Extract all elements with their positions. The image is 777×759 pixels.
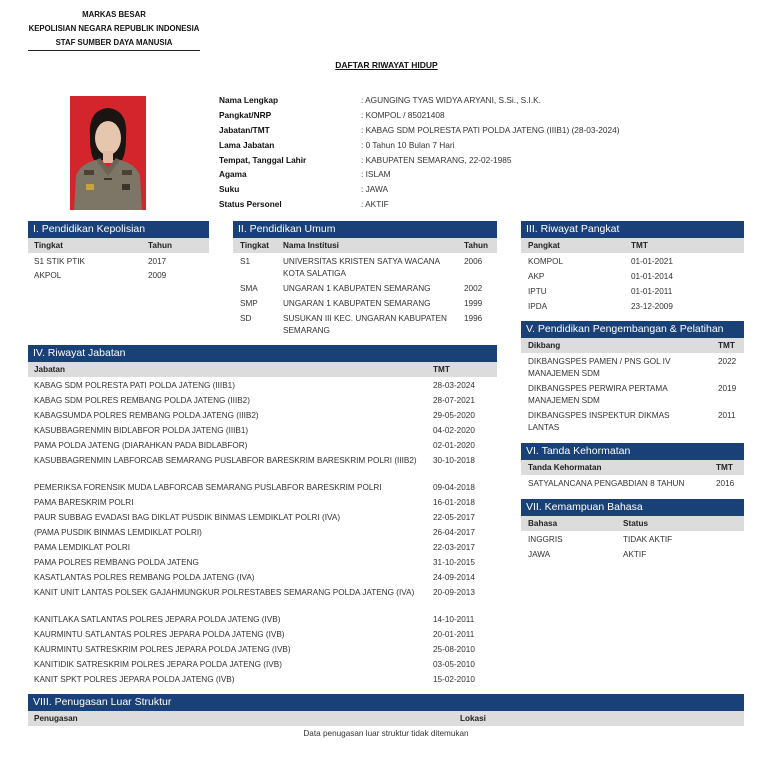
cell-tmt: 03-05-2010 bbox=[433, 660, 475, 669]
section-riwayat-pangkat: III. Riwayat Pangkat bbox=[521, 221, 744, 238]
cell-tmt: 22-05-2017 bbox=[433, 513, 475, 522]
col-tmt: TMT bbox=[631, 241, 648, 250]
cell-tingkat: SD bbox=[240, 314, 252, 323]
bio-label: Nama Lengkap bbox=[219, 95, 279, 105]
section-tanda-kehormatan: VI. Tanda Kehormatan bbox=[521, 443, 744, 460]
table-row bbox=[28, 509, 497, 524]
table-row bbox=[521, 407, 744, 434]
cell-tmt: 2019 bbox=[718, 384, 737, 393]
table-row bbox=[28, 569, 497, 584]
table-row bbox=[521, 268, 744, 283]
cell-nama-institusi: SUSUKAN III KEC. UNGARAN KABUPATEN SEMARANG bbox=[283, 314, 447, 335]
table-row bbox=[28, 479, 497, 494]
cell-tanda-kehormatan: SATYALANCANA PENGABDIAN 8 TAHUN bbox=[528, 479, 685, 488]
header-line-3: STAF SUMBER DAYA MANUSIA bbox=[55, 38, 173, 47]
cell-tmt: 04-02-2020 bbox=[433, 426, 475, 435]
cell-tingkat: AKPOL bbox=[34, 271, 62, 280]
table-row bbox=[28, 437, 497, 452]
cell-tmt: 15-02-2010 bbox=[433, 675, 475, 684]
table-row bbox=[28, 671, 497, 686]
table-row bbox=[521, 546, 744, 561]
cell-bahasa: INGGRIS bbox=[528, 535, 563, 544]
penugasan-empty-message: Data penugasan luar struktur tidak ditemukan bbox=[303, 729, 469, 738]
section-penugasan-luar-struktur: VIII. Penugasan Luar Struktur bbox=[28, 694, 744, 711]
table-row bbox=[521, 283, 744, 298]
cell-tahun: 2006 bbox=[464, 257, 483, 266]
table-row bbox=[233, 310, 497, 337]
cell-tahun: 1996 bbox=[464, 314, 483, 323]
pendidikan-umum-header bbox=[233, 238, 497, 253]
bio-value: : KOMPOL / 85021408 bbox=[361, 110, 445, 120]
bio-value: : JAWA bbox=[361, 184, 389, 194]
table-row bbox=[521, 531, 744, 546]
cell-jabatan: KABAG SDM POLRESTA PATI POLDA JATENG (IIIB1) bbox=[34, 381, 235, 390]
cell-jabatan: PAMA POLRES REMBANG POLDA JATENG bbox=[34, 558, 199, 567]
col-jabatan: Jabatan bbox=[34, 365, 65, 374]
cell-tmt: 01-01-2014 bbox=[631, 272, 673, 281]
cell-tmt: 31-10-2015 bbox=[433, 558, 475, 567]
table-row bbox=[28, 392, 497, 407]
cell-tmt: 14-10-2011 bbox=[433, 615, 475, 624]
table-row bbox=[233, 295, 497, 310]
table-row bbox=[28, 641, 497, 656]
cell-jabatan: KANITLAKA SATLANTAS POLRES JEPARA POLDA JATENG (IVB) bbox=[34, 615, 281, 624]
cell-dikbang: DIKBANGSPES PERWIRA PERTAMA MANAJEMEN SDM bbox=[528, 384, 668, 405]
table-row bbox=[521, 353, 744, 380]
cell-jabatan: KABAGSUMDA POLRES REMBANG POLDA JATENG (IIIB2) bbox=[34, 411, 259, 420]
bio-label: Status Personel bbox=[219, 199, 282, 209]
table-row bbox=[28, 524, 497, 539]
table-row bbox=[521, 253, 744, 268]
penugasan-header bbox=[28, 711, 744, 726]
table-row bbox=[28, 494, 497, 509]
cell-tmt: 28-03-2024 bbox=[433, 381, 475, 390]
cell-jabatan: KAURMINTU SATLANTAS POLRES JEPARA POLDA JATENG (IVB) bbox=[34, 630, 285, 639]
section-riwayat-jabatan: IV. Riwayat Jabatan bbox=[28, 345, 497, 362]
col-pangkat: Pangkat bbox=[528, 241, 560, 250]
cell-tmt: 28-07-2021 bbox=[433, 396, 475, 405]
personnel-photo bbox=[70, 96, 146, 210]
col-tmt: TMT bbox=[718, 341, 735, 350]
cell-tmt: 25-08-2010 bbox=[433, 645, 475, 654]
table-row bbox=[28, 253, 209, 267]
cell-jabatan: KASUBBAGRENMIN LABFORCAB SEMARANG PUSLABFOR BARESKRIM BARESKRIM POLRI (IIIB2) bbox=[34, 456, 417, 465]
cell-tmt: 26-04-2017 bbox=[433, 528, 475, 537]
cell-pangkat: KOMPOL bbox=[528, 257, 564, 266]
bio-value: : AKTIF bbox=[361, 199, 389, 209]
cell-tmt: 24-09-2014 bbox=[433, 573, 475, 582]
cell-tmt: 20-01-2011 bbox=[433, 630, 475, 639]
col-penugasan: Penugasan bbox=[34, 714, 78, 723]
cell-tmt: 02-01-2020 bbox=[433, 441, 475, 450]
cell-jabatan: KABAG SDM POLRES REMBANG POLDA JATENG (IIIB2) bbox=[34, 396, 250, 405]
cell-tmt: 2022 bbox=[718, 357, 737, 366]
table-row bbox=[28, 377, 497, 392]
document-title: DAFTAR RIWAYAT HIDUP bbox=[335, 60, 438, 70]
table-row bbox=[28, 611, 497, 626]
cell-tmt: 29-05-2020 bbox=[433, 411, 475, 420]
cell-status: AKTIF bbox=[623, 550, 647, 559]
col-dikbang: Dikbang bbox=[528, 341, 561, 350]
cell-tahun: 2009 bbox=[148, 271, 167, 280]
header-line-1: MARKAS BESAR bbox=[82, 10, 146, 19]
cell-jabatan: PAMA POLDA JATENG (DIARAHKAN PADA BIDLABFOR) bbox=[34, 441, 248, 450]
col-tmt: TMT bbox=[716, 463, 733, 472]
table-row bbox=[28, 584, 497, 611]
cell-tahun: 1999 bbox=[464, 299, 483, 308]
cell-tmt: 2016 bbox=[716, 479, 735, 488]
bio-label: Lama Jabatan bbox=[219, 140, 275, 150]
cell-tingkat: SMP bbox=[240, 299, 258, 308]
bio-value: : 0 Tahun 10 Bulan 7 Hari bbox=[361, 140, 455, 150]
cell-jabatan: KANIT SPKT POLRES JEPARA POLDA JATENG (IVB) bbox=[34, 675, 235, 684]
portrait-image bbox=[70, 96, 146, 210]
col-tahun: Tahun bbox=[148, 241, 172, 250]
table-row bbox=[233, 280, 497, 295]
table-row bbox=[28, 407, 497, 422]
cell-jabatan: (PAMA PUSDIK BINMAS LEMDIKLAT POLRI) bbox=[34, 528, 202, 537]
col-tanda-kehormatan: Tanda Kehormatan bbox=[528, 463, 602, 472]
col-status: Status bbox=[623, 519, 649, 528]
cell-nama-institusi: UNIVERSITAS KRISTEN SATYA WACANA KOTA SALATIGA bbox=[283, 257, 440, 278]
bio-label: Tempat, Tanggal Lahir bbox=[219, 155, 307, 165]
cell-dikbang: DIKBANGSPES INSPEKTUR DIKMAS LANTAS bbox=[528, 411, 670, 432]
bio-label: Suku bbox=[219, 184, 240, 194]
section-kemampuan-bahasa: VII. Kemampuan Bahasa bbox=[521, 499, 744, 516]
cell-jabatan: KASUBBAGRENMIN BIDLABFOR POLDA JATENG (IIIB1) bbox=[34, 426, 249, 435]
cell-pangkat: IPTU bbox=[528, 287, 547, 296]
header-line-2: KEPOLISIAN NEGARA REPUBLIK INDONESIA bbox=[28, 24, 200, 33]
cell-jabatan: PAMA LEMDIKLAT POLRI bbox=[34, 543, 131, 552]
cell-pangkat: IPDA bbox=[528, 302, 548, 311]
pengembangan-header bbox=[521, 338, 744, 353]
section-pendidikan-kepolisian: I. Pendidikan Kepolisian bbox=[28, 221, 209, 238]
cell-dikbang: DIKBANGSPES PAMEN / PNS GOL IV MANAJEMEN SDM bbox=[528, 357, 671, 378]
table-row bbox=[521, 298, 744, 313]
bio-value: : KABAG SDM POLRESTA PATI POLDA JATENG (IIIB1) (28-03-2024) bbox=[361, 125, 620, 135]
table-row bbox=[28, 539, 497, 554]
cell-tmt: 01-01-2021 bbox=[631, 257, 673, 266]
table-row bbox=[28, 267, 209, 281]
cell-tmt: 20-09-2013 bbox=[433, 588, 475, 597]
cell-nama-institusi: UNGARAN 1 KABUPATEN SEMARANG bbox=[283, 284, 431, 293]
kehormatan-header bbox=[521, 460, 744, 475]
cell-tmt: 22-03-2017 bbox=[433, 543, 475, 552]
table-row bbox=[28, 656, 497, 671]
section-pendidikan-umum: II. Pendidikan Umum bbox=[233, 221, 497, 238]
col-tmt: TMT bbox=[433, 365, 450, 374]
col-bahasa: Bahasa bbox=[528, 519, 558, 528]
header-divider bbox=[28, 50, 200, 51]
cell-status: TIDAK AKTIF bbox=[623, 535, 673, 544]
cell-pangkat: AKP bbox=[528, 272, 545, 281]
table-row bbox=[521, 475, 744, 490]
cell-tahun: 2002 bbox=[464, 284, 483, 293]
cell-tahun: 2017 bbox=[148, 257, 167, 266]
table-row bbox=[28, 554, 497, 569]
table-row bbox=[28, 626, 497, 641]
col-lokasi: Lokasi bbox=[460, 714, 486, 723]
cell-tingkat: SMA bbox=[240, 284, 258, 293]
bio-label: Jabatan/TMT bbox=[219, 125, 270, 135]
cell-jabatan: PEMERIKSA FORENSIK MUDA LABFORCAB SEMARANG PUSLABFOR BARESKRIM POLRI bbox=[34, 483, 382, 492]
pendidikan-kepolisian-header bbox=[28, 238, 209, 253]
cell-tmt: 23-12-2009 bbox=[631, 302, 673, 311]
cell-tmt: 01-01-2011 bbox=[631, 287, 673, 296]
section-pendidikan-pengembangan: V. Pendidikan Pengembangan & Pelatihan bbox=[521, 321, 744, 338]
col-tingkat: Tingkat bbox=[34, 241, 63, 250]
bio-value: : AGUNGING TYAS WIDYA ARYANI, S.Si., S.I.K. bbox=[361, 95, 541, 105]
riwayat-jabatan-header bbox=[28, 362, 497, 377]
bio-label: Agama bbox=[219, 169, 247, 179]
table-row bbox=[28, 452, 497, 479]
table-row bbox=[233, 253, 497, 280]
cell-jabatan: KANITIDIK SATRESKRIM POLRES JEPARA POLDA JATENG (IVB) bbox=[34, 660, 282, 669]
cell-bahasa: JAWA bbox=[528, 550, 551, 559]
cell-jabatan: KAURMINTU SATRESKRIM POLRES JEPARA POLDA JATENG (IVB) bbox=[34, 645, 291, 654]
cell-jabatan: PAMA BARESKRIM POLRI bbox=[34, 498, 134, 507]
bio-value: : KABUPATEN SEMARANG, 22-02-1985 bbox=[361, 155, 512, 165]
cell-tmt: 16-01-2018 bbox=[433, 498, 475, 507]
cell-jabatan: KANIT UNIT LANTAS POLSEK GAJAHMUNGKUR POLRESTABES SEMARANG POLDA JATENG (IVA) bbox=[34, 588, 415, 597]
bahasa-header bbox=[521, 516, 744, 531]
cell-jabatan: KASATLANTAS POLRES REMBANG POLDA JATENG (IVA) bbox=[34, 573, 255, 582]
col-nama-institusi: Nama Institusi bbox=[283, 241, 339, 250]
riwayat-pangkat-header bbox=[521, 238, 744, 253]
cell-tmt: 30-10-2018 bbox=[433, 456, 475, 465]
cell-tmt: 09-04-2018 bbox=[433, 483, 475, 492]
bio-label: Pangkat/NRP bbox=[219, 110, 272, 120]
cell-tmt: 2011 bbox=[718, 411, 736, 420]
table-row bbox=[28, 422, 497, 437]
col-tahun: Tahun bbox=[464, 241, 488, 250]
cell-nama-institusi: UNGARAN 1 KABUPATEN SEMARANG bbox=[283, 299, 431, 308]
cell-tingkat: S1 bbox=[240, 257, 251, 266]
bio-value: : ISLAM bbox=[361, 169, 391, 179]
cell-tingkat: S1 STIK PTIK bbox=[34, 257, 85, 266]
col-tingkat: Tingkat bbox=[240, 241, 269, 250]
cell-jabatan: PAUR SUBBAG EVADASI BAG DIKLAT PUSDIK BINMAS LEMDIKLAT POLRI (IVA) bbox=[34, 513, 341, 522]
table-row bbox=[521, 380, 744, 407]
